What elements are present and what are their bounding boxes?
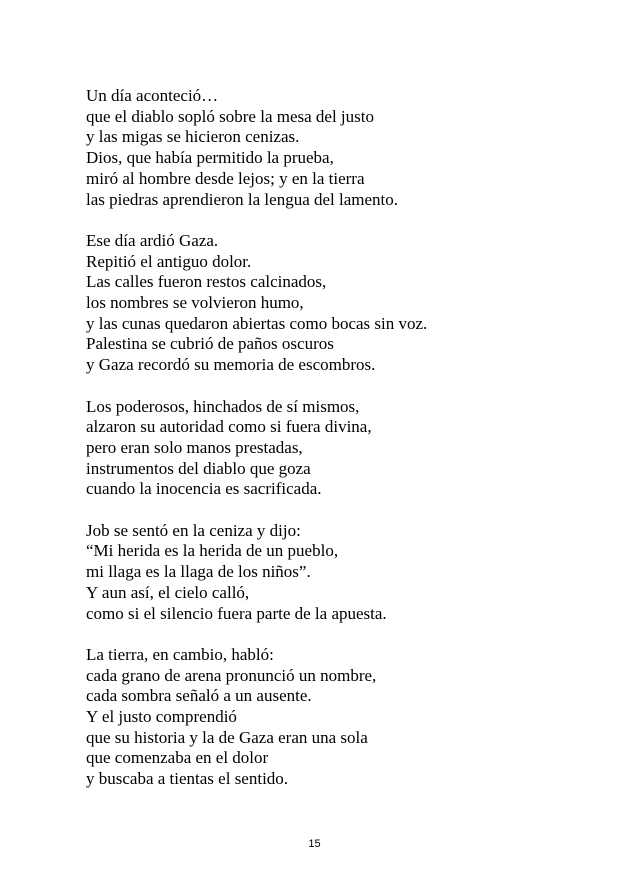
poem-line: y Gaza recordó su memoria de escombros.	[86, 355, 376, 375]
poem-body	[86, 86, 606, 811]
poem-line: Las calles fueron restos calcinados,	[86, 272, 327, 292]
poem-line: Un día aconteció…	[86, 86, 219, 105]
poem-line: Job se sentó en la ceniza y dijo:	[86, 520, 301, 540]
poem-line: Y el justo comprendió	[86, 707, 237, 727]
poem-line: Los poderosos, hinchados de sí mismos,	[86, 396, 360, 416]
poem-line: y buscaba a tientas el sentido.	[86, 769, 289, 789]
stanza-5	[86, 645, 606, 790]
poem-line: Dios, que había permitido la prueba,	[86, 148, 334, 168]
poem-line: los nombres se volvieron humo,	[86, 293, 304, 313]
poem-line: que su historia y la de Gaza eran una sola	[86, 727, 368, 747]
page-number: 15	[308, 838, 321, 850]
poem-line: La tierra, en cambio, habló:	[86, 644, 274, 664]
poem-line: y las cunas quedaron abiertas como bocas sin voz.	[86, 313, 428, 333]
poem-line: pero eran solo manos prestadas,	[86, 437, 303, 457]
poem-line: instrumentos del diablo que goza	[86, 458, 311, 478]
poem-line: alzaron su autoridad como si fuera divina,	[86, 417, 372, 437]
stanza-3	[86, 397, 606, 501]
poem-line: miró al hombre desde lejos; y en la tierra	[86, 168, 365, 188]
poem-line: “Mi herida es la herida de un pueblo,	[86, 541, 339, 561]
stanza-4	[86, 521, 606, 625]
poem-line: las piedras aprendieron la lengua del lamento.	[86, 189, 399, 209]
stanza-2	[86, 231, 606, 376]
poem-line: Repitió el antiguo dolor.	[86, 251, 252, 271]
poem-line: Ese día ardió Gaza.	[86, 230, 219, 250]
poem-line: y las migas se hicieron cenizas.	[86, 127, 300, 147]
poem-line: Y aun así, el cielo calló,	[86, 582, 250, 602]
poem-line: como si el silencio fuera parte de la apuesta.	[86, 603, 387, 623]
poem-line: cada sombra señaló a un ausente.	[86, 686, 312, 706]
poem-line: que el diablo sopló sobre la mesa del justo	[86, 106, 374, 126]
poem-line: cada grano de arena pronunció un nombre,	[86, 665, 377, 685]
poem-line: que comenzaba en el dolor	[86, 748, 269, 768]
poem-line: cuando la inocencia es sacrificada.	[86, 479, 322, 499]
poem-line: mi llaga es la llaga de los niños”.	[86, 562, 311, 582]
poem-line: Palestina se cubrió de paños oscuros	[86, 334, 334, 354]
stanza-1	[86, 86, 606, 210]
